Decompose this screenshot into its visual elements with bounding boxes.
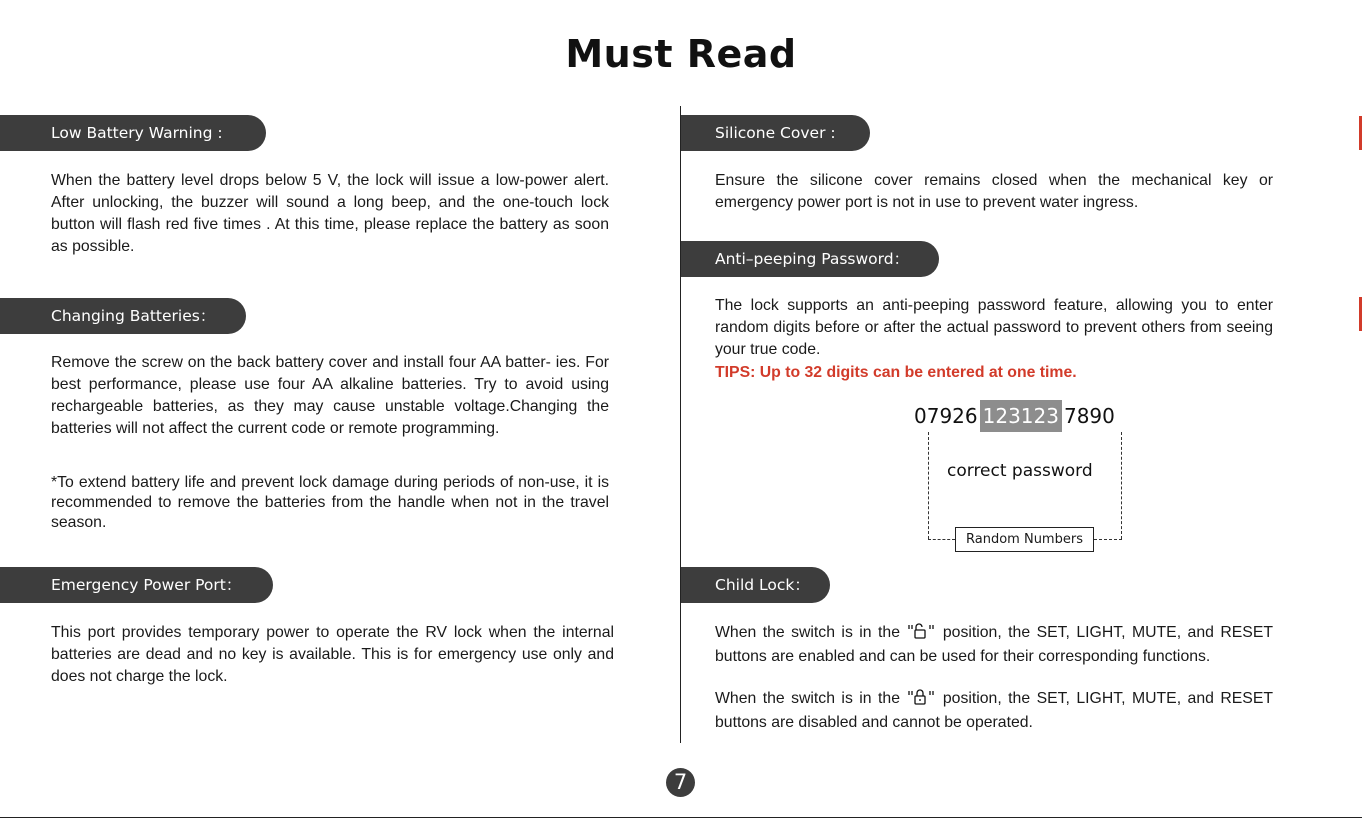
child-lock-text-2: [715, 688, 1273, 734]
changing-batteries-heading: Changing Batteries：: [0, 298, 246, 334]
anti-peeping-heading: Anti–peeping Password：: [681, 241, 939, 277]
anti-peeping-text: The lock supports an anti-peeping password feature, allowing you to enter random digits before or after the actual password to prevent others from seeing your true code.: [715, 297, 1273, 358]
child-lock-line2-end: position, the SET, LIGHT, MUTE, and RESET buttons are disabled and cannot be operated.: [715, 690, 1274, 731]
page-number: 7: [666, 768, 695, 797]
child-lock-heading: Child Lock：: [681, 567, 830, 603]
column-divider: [680, 106, 681, 743]
child-lock-text-1: [715, 622, 1273, 668]
child-lock-line1-end: position, the SET, LIGHT, MUTE, and RESET buttons are enabled and can be used for their corresponding functions.: [715, 624, 1274, 665]
correct-password-label: correct password: [947, 461, 1093, 481]
correct-password-digits: 123123: [980, 400, 1062, 432]
changing-batteries-note: *To extend battery life and prevent lock damage during periods of non-use, it is recommended to remove the batteries from the handle when not in the travel season.: [51, 474, 609, 531]
bracket-bottom-right: [1094, 539, 1122, 540]
emergency-port-text: This port provides temporary power to operate the RV lock when the internal batteries are dead and no key is available. This is for emergency use only and does not charge the lock.: [51, 624, 614, 685]
low-battery-text: When the battery level drops below 5 V, the lock will issue a low-power alert. After unlocking, the buzzer will sound a long beep, and the one-touch lock button will flash red five times . At this time, please replace the battery as soon as possible.: [51, 172, 609, 255]
changing-batteries-text: Remove the screw on the back battery cover and install four AA batter- ies. For best performance, please use four AA alkaline batteries. Try to avoid using rechargeable batteries, as they may cause unstable voltage.Changing the batteries will not affect the current code or remote programming.: [51, 354, 609, 437]
low-battery-heading: Low Battery Warning :: [0, 115, 266, 151]
emergency-port-heading: Emergency Power Port：: [0, 567, 273, 603]
random-suffix-digits: 7890: [1063, 404, 1115, 428]
bottom-rule: [0, 817, 1362, 818]
silicone-cover-heading: Silicone Cover :: [681, 115, 870, 151]
child-lock-line1-start: When the switch is in the: [715, 624, 900, 641]
locked-padlock-icon: [906, 689, 936, 712]
page-title: Must Read: [565, 32, 797, 76]
bracket-right: [1121, 432, 1122, 539]
unlocked-padlock-icon: [906, 623, 936, 646]
bracket-bottom-left: [928, 539, 955, 540]
password-example: [914, 400, 1115, 432]
tips-text: TIPS: Up to 32 digits can be entered at one time.: [715, 364, 1077, 381]
child-lock-line2-start: When the switch is in the: [715, 690, 900, 707]
silicone-cover-text: Ensure the silicone cover remains closed when the mechanical key or emergency power port is not in use to prevent water ingress.: [715, 172, 1273, 211]
random-prefix-digits: 07926: [914, 404, 978, 428]
bracket-left: [928, 432, 929, 539]
random-numbers-label: Random Numbers: [955, 527, 1094, 552]
